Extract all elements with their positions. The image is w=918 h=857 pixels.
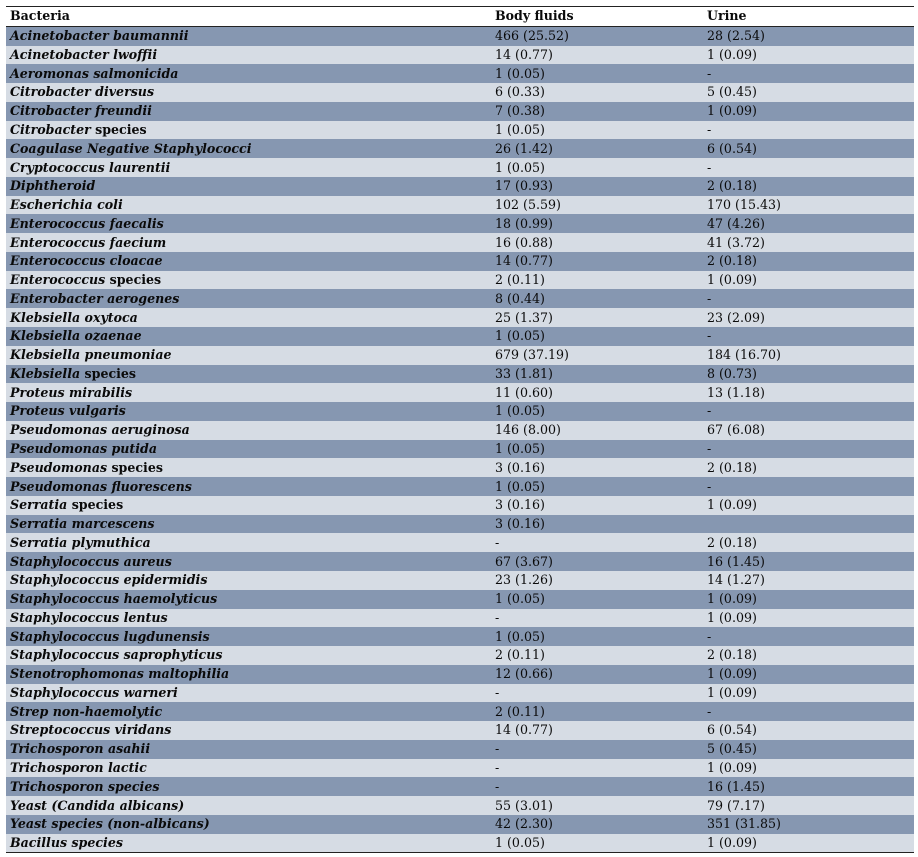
bacteria-name-cell (6, 26, 491, 45)
bacteria-name-italic: Klebsiella (10, 365, 81, 381)
urine-cell: 1 (0.09) (703, 496, 914, 515)
urine-cell: 14 (1.27) (703, 571, 914, 590)
bacteria-name-italic: Acinetobacter baumannii (10, 28, 189, 44)
table-row (6, 46, 914, 65)
body-fluids-cell: 146 (8.00) (491, 421, 703, 440)
body-fluids-cell: 11 (0.60) (491, 383, 703, 402)
bacteria-name-italic: Acinetobacter lwoffii (10, 46, 158, 62)
table-row (6, 627, 914, 646)
table-row (6, 64, 914, 83)
urine-cell: - (703, 627, 914, 646)
bacteria-name-cell (6, 383, 491, 402)
bacteria-name-italic: Enterobacter aerogenes (10, 290, 180, 306)
bacteria-name-cell (6, 458, 491, 477)
bacteria-name-cell (6, 46, 491, 65)
urine-cell: - (703, 289, 914, 308)
bacteria-name-cell (6, 102, 491, 121)
urine-cell: 1 (0.09) (703, 665, 914, 684)
urine-cell: 170 (15.43) (703, 196, 914, 215)
body-fluids-cell: 466 (25.52) (491, 26, 703, 45)
bacteria-name-cell (6, 365, 491, 384)
table-body (6, 26, 914, 853)
bacteria-name-cell (6, 64, 491, 83)
urine-cell: 5 (0.45) (703, 740, 914, 759)
urine-cell: 1 (0.09) (703, 102, 914, 121)
table-row (6, 271, 914, 290)
bacteria-name-cell (6, 552, 491, 571)
table-row (6, 702, 914, 721)
bacteria-name-cell (6, 121, 491, 140)
table-row (6, 515, 914, 534)
urine-cell: 2 (0.18) (703, 252, 914, 271)
bacteria-name-cell (6, 327, 491, 346)
bacteria-name-suffix: species (67, 497, 124, 513)
bacteria-name-italic: Staphylococcus aureus (10, 553, 172, 569)
bacteria-name-cell (6, 440, 491, 459)
urine-cell: 1 (0.09) (703, 271, 914, 290)
urine-cell: 41 (3.72) (703, 233, 914, 252)
bacteria-name-italic: Stenotrophomonas maltophilia (10, 666, 230, 682)
body-fluids-cell: 23 (1.26) (491, 571, 703, 590)
urine-cell: - (703, 64, 914, 83)
bacteria-name-cell (6, 796, 491, 815)
bacteria-name-italic: Enterococcus cloacae (10, 253, 163, 269)
table-row (6, 177, 914, 196)
urine-cell: - (703, 477, 914, 496)
table-row (6, 646, 914, 665)
bacteria-name-cell (6, 233, 491, 252)
body-fluids-cell: 1 (0.05) (491, 627, 703, 646)
urine-cell: 79 (7.17) (703, 796, 914, 815)
urine-cell: 351 (31.85) (703, 815, 914, 834)
bacteria-name-italic: Pseudomonas (10, 459, 108, 475)
urine-cell: 2 (0.18) (703, 177, 914, 196)
bacteria-name-italic: Citrobacter diversus (10, 84, 155, 100)
table-row (6, 834, 914, 853)
bacteria-name-italic: Yeast (Candida albicans) (10, 797, 185, 813)
body-fluids-cell: - (491, 740, 703, 759)
urine-cell: 47 (4.26) (703, 214, 914, 233)
table-row (6, 158, 914, 177)
urine-cell: 1 (0.09) (703, 834, 914, 853)
bacteria-name-cell (6, 177, 491, 196)
body-fluids-cell: 2 (0.11) (491, 702, 703, 721)
body-fluids-cell: 33 (1.81) (491, 365, 703, 384)
bacteria-name-suffix: species (105, 272, 162, 288)
table-row (6, 759, 914, 778)
bacteria-name-cell (6, 740, 491, 759)
table-row (6, 308, 914, 327)
table-row (6, 777, 914, 796)
bacteria-name-italic: Coagulase Negative Staphylococci (10, 140, 252, 156)
bacteria-name-italic: Pseudomonas fluorescens (10, 478, 192, 494)
urine-cell: 8 (0.73) (703, 365, 914, 384)
bacteria-name-cell (6, 571, 491, 590)
body-fluids-cell: 14 (0.77) (491, 46, 703, 65)
table-row (6, 121, 914, 140)
bacteria-name-italic: Cryptococcus laurentii (10, 159, 171, 175)
body-fluids-cell: 3 (0.16) (491, 515, 703, 534)
bacteria-name-cell (6, 402, 491, 421)
table-row (6, 83, 914, 102)
bacteria-table-container (6, 6, 914, 853)
bacteria-name-italic: Proteus vulgaris (10, 403, 126, 419)
table-row (6, 402, 914, 421)
body-fluids-cell: - (491, 533, 703, 552)
header-bacteria: Bacteria (6, 7, 491, 27)
body-fluids-cell: 12 (0.66) (491, 665, 703, 684)
bacteria-name-cell (6, 83, 491, 102)
body-fluids-cell: 1 (0.05) (491, 440, 703, 459)
bacteria-name-cell (6, 139, 491, 158)
bacteria-name-cell (6, 684, 491, 703)
urine-cell: - (703, 158, 914, 177)
bacteria-name-italic: Citrobacter (10, 121, 91, 137)
body-fluids-cell: 102 (5.59) (491, 196, 703, 215)
body-fluids-cell: - (491, 609, 703, 628)
bacteria-name-cell (6, 289, 491, 308)
table-row (6, 533, 914, 552)
body-fluids-cell: 42 (2.30) (491, 815, 703, 834)
urine-cell: - (703, 327, 914, 346)
bacteria-name-italic: Serratia marcescens (10, 516, 155, 532)
bacteria-name-cell (6, 777, 491, 796)
urine-cell: 1 (0.09) (703, 684, 914, 703)
bacteria-name-italic: Citrobacter freundii (10, 103, 152, 119)
bacteria-name-italic: Yeast species (non-albicans) (10, 816, 210, 832)
bacteria-name-italic: Trichosporon lactic (10, 760, 147, 775)
table-row (6, 721, 914, 740)
table-row (6, 440, 914, 459)
table-row (6, 196, 914, 215)
urine-cell: - (703, 440, 914, 459)
urine-cell: 6 (0.54) (703, 721, 914, 740)
table-row (6, 571, 914, 590)
table-row (6, 421, 914, 440)
body-fluids-cell: 7 (0.38) (491, 102, 703, 121)
header-body-fluids: Body fluids (491, 7, 703, 27)
body-fluids-cell: 55 (3.01) (491, 796, 703, 815)
bacteria-name-italic: Enterococcus (10, 272, 106, 288)
bacteria-name-italic: Staphylococcus lugdunensis (10, 628, 210, 644)
table-row (6, 740, 914, 759)
body-fluids-cell: 26 (1.42) (491, 139, 703, 158)
bacteria-name-suffix: species (90, 121, 147, 137)
body-fluids-cell: 1 (0.05) (491, 590, 703, 609)
table-row (6, 665, 914, 684)
header-urine: Urine (703, 7, 914, 27)
bacteria-name-italic: Staphylococcus epidermidis (10, 572, 208, 588)
table-row (6, 552, 914, 571)
body-fluids-cell: 1 (0.05) (491, 158, 703, 177)
urine-cell: 2 (0.18) (703, 458, 914, 477)
body-fluids-cell: 16 (0.88) (491, 233, 703, 252)
body-fluids-cell: 1 (0.05) (491, 402, 703, 421)
body-fluids-cell: - (491, 759, 703, 778)
bacteria-name-cell (6, 627, 491, 646)
table-header-row (6, 7, 914, 27)
body-fluids-cell: 67 (3.67) (491, 552, 703, 571)
body-fluids-cell: 3 (0.16) (491, 458, 703, 477)
bacteria-name-italic: Staphylococcus haemolyticus (10, 591, 218, 607)
bacteria-name-italic: Pseudomonas putida (10, 440, 157, 456)
body-fluids-cell: 1 (0.05) (491, 64, 703, 83)
table-row (6, 496, 914, 515)
body-fluids-cell: - (491, 684, 703, 703)
bacteria-name-suffix: species (107, 459, 163, 475)
bacteria-name-italic: Bacillus species (10, 835, 123, 851)
bacteria-name-cell (6, 271, 491, 290)
bacteria-name-italic: Escherichia coli (10, 197, 123, 213)
body-fluids-cell: 25 (1.37) (491, 308, 703, 327)
table-row (6, 458, 914, 477)
table-row (6, 252, 914, 271)
bacteria-name-cell (6, 158, 491, 177)
bacteria-name-cell (6, 214, 491, 233)
body-fluids-cell: 14 (0.77) (491, 252, 703, 271)
table-row (6, 139, 914, 158)
table-row (6, 815, 914, 834)
table-row (6, 327, 914, 346)
body-fluids-cell: 1 (0.05) (491, 327, 703, 346)
bacteria-name-cell (6, 834, 491, 853)
table-row (6, 609, 914, 628)
bacteria-name-cell (6, 759, 491, 778)
body-fluids-cell: 2 (0.11) (491, 271, 703, 290)
body-fluids-cell: 1 (0.05) (491, 477, 703, 496)
bacteria-name-cell (6, 815, 491, 834)
urine-cell: - (703, 121, 914, 140)
bacteria-name-cell (6, 477, 491, 496)
urine-cell: 16 (1.45) (703, 552, 914, 571)
bacteria-name-suffix: species (80, 365, 137, 381)
table-row (6, 796, 914, 815)
bacteria-name-italic: Strep non-haemolytic (10, 703, 163, 719)
bacteria-name-cell (6, 252, 491, 271)
urine-cell: 1 (0.09) (703, 609, 914, 628)
bacteria-name-cell (6, 533, 491, 552)
table-row (6, 289, 914, 308)
table-row (6, 233, 914, 252)
bacteria-name-cell (6, 308, 491, 327)
table-row (6, 383, 914, 402)
urine-cell: 1 (0.09) (703, 46, 914, 65)
urine-cell: 23 (2.09) (703, 308, 914, 327)
body-fluids-cell: 17 (0.93) (491, 177, 703, 196)
urine-cell: 1 (0.09) (703, 590, 914, 609)
body-fluids-cell: 14 (0.77) (491, 721, 703, 740)
body-fluids-cell: 6 (0.33) (491, 83, 703, 102)
body-fluids-cell: 2 (0.11) (491, 646, 703, 665)
bacteria-name-cell (6, 346, 491, 365)
bacteria-name-italic: Serratia plymuthica (10, 534, 151, 550)
bacteria-name-italic: Serratia (10, 497, 68, 513)
table-row (6, 684, 914, 703)
bacteria-name-italic: Staphylococcus lentus (10, 609, 168, 625)
urine-cell: 6 (0.54) (703, 139, 914, 158)
table-row (6, 346, 914, 365)
bacteria-name-cell (6, 196, 491, 215)
urine-cell: 2 (0.18) (703, 646, 914, 665)
bacteria-table (6, 6, 914, 853)
urine-cell: - (703, 402, 914, 421)
bacteria-name-cell (6, 590, 491, 609)
bacteria-name-italic: Enterococcus faecium (10, 234, 167, 250)
bacteria-name-italic: Staphylococcus saprophyticus (10, 647, 223, 663)
bacteria-name-cell (6, 496, 491, 515)
bacteria-name-italic: Trichosporon asahii (10, 741, 151, 757)
table-row (6, 477, 914, 496)
urine-cell: 28 (2.54) (703, 26, 914, 45)
urine-cell: - (703, 702, 914, 721)
body-fluids-cell: 8 (0.44) (491, 289, 703, 308)
bacteria-name-cell (6, 721, 491, 740)
bacteria-name-italic: Trichosporon species (10, 778, 160, 794)
table-row (6, 590, 914, 609)
body-fluids-cell: 679 (37.19) (491, 346, 703, 365)
bacteria-name-italic: Klebsiella ozaenae (10, 328, 142, 344)
urine-cell: 184 (16.70) (703, 346, 914, 365)
urine-cell: 16 (1.45) (703, 777, 914, 796)
table-row (6, 26, 914, 45)
bacteria-name-cell (6, 646, 491, 665)
bacteria-name-cell (6, 421, 491, 440)
bacteria-name-cell (6, 665, 491, 684)
body-fluids-cell: 18 (0.99) (491, 214, 703, 233)
bacteria-name-italic: Diphtheroid (10, 178, 96, 194)
body-fluids-cell: 1 (0.05) (491, 121, 703, 140)
bacteria-name-italic: Proteus mirabilis (10, 384, 133, 400)
body-fluids-cell: - (491, 777, 703, 796)
bacteria-name-cell (6, 702, 491, 721)
urine-cell: 1 (0.09) (703, 759, 914, 778)
urine-cell: 13 (1.18) (703, 383, 914, 402)
urine-cell: 67 (6.08) (703, 421, 914, 440)
bacteria-name-italic: Pseudomonas aeruginosa (10, 422, 190, 438)
table-row (6, 214, 914, 233)
bacteria-name-cell (6, 515, 491, 534)
body-fluids-cell: 3 (0.16) (491, 496, 703, 515)
urine-cell: 5 (0.45) (703, 83, 914, 102)
body-fluids-cell: 1 (0.05) (491, 834, 703, 853)
urine-cell (703, 515, 914, 534)
bacteria-name-cell (6, 609, 491, 628)
bacteria-name-italic: Aeromonas salmonicida (10, 65, 179, 81)
table-row (6, 365, 914, 384)
bacteria-name-italic: Klebsiella oxytoca (10, 309, 138, 325)
urine-cell: 2 (0.18) (703, 533, 914, 552)
bacteria-name-italic: Enterococcus faecalis (10, 215, 164, 231)
bacteria-name-italic: Klebsiella pneumoniae (10, 347, 172, 363)
bacteria-name-italic: Staphylococcus warneri (10, 684, 178, 700)
table-row (6, 102, 914, 121)
bacteria-name-italic: Streptococcus viridans (10, 722, 172, 738)
